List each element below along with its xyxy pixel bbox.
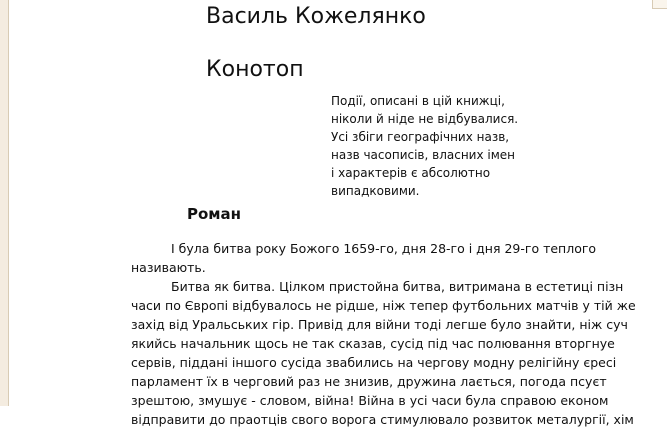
epigraph bbox=[331, 92, 541, 200]
genre-heading: Роман bbox=[187, 205, 242, 223]
paragraph-line bbox=[0, 353, 667, 372]
paragraph-line-text: часи по Європі відбувалось не рідше, ніж тепер футбольних матчів у тій же bbox=[131, 298, 636, 313]
paragraph-line-text: парламент їх в черговий раз не знизив, дружина лається, погода псуєт bbox=[131, 374, 607, 389]
epigraph-line: і характерів є абсолютно bbox=[331, 166, 491, 180]
epigraph-line: випадковими. bbox=[331, 184, 420, 198]
paragraph-line bbox=[0, 410, 667, 429]
paragraph-line-text: Битва як битва. Цілком пристойна битва, витримана в естетиці пізн bbox=[171, 279, 624, 294]
paragraph-line bbox=[0, 277, 667, 296]
epigraph-line: Події, описані в цій книжці, bbox=[331, 94, 505, 108]
epigraph-line: ніколи й ніде не відбувалися. bbox=[331, 112, 519, 126]
paragraph-line bbox=[0, 315, 667, 334]
body-text bbox=[0, 239, 667, 429]
paragraph-line-text: сервів, піддані іншого сусіда звабились на чергову модну релігійну єресі bbox=[131, 355, 617, 370]
paragraph-line bbox=[0, 372, 667, 391]
page-corner-marker bbox=[652, 0, 667, 9]
paragraph-line-text: І була битва року Божого 1659-го, дня 28-го і дня 29-го теплого bbox=[171, 241, 597, 256]
paragraph-line bbox=[0, 296, 667, 315]
epigraph-line: Усі збіги географічних назв, bbox=[331, 130, 510, 144]
paragraph-line-text: називають. bbox=[131, 260, 206, 275]
paragraph-line-text: відправити до праотців свого ворога стимулювало розвиток металургії, хім bbox=[131, 412, 634, 427]
paragraph-line-text: захід від Уральських гір. Привід для війни тоді легше було знайти, ніж суч bbox=[131, 317, 628, 332]
paragraph-line-text: зрештою, змушує - словом, війна! Війна в усі часи була справою економ bbox=[131, 393, 609, 408]
epigraph-line: назв часописів, власних імен bbox=[331, 148, 515, 162]
author-name: Василь Кожелянко bbox=[206, 4, 426, 29]
paragraph-line bbox=[0, 239, 667, 258]
paragraph-line bbox=[0, 258, 667, 277]
paragraph-line bbox=[0, 391, 667, 410]
paragraph-line bbox=[0, 334, 667, 353]
book-title: Конотоп bbox=[206, 57, 304, 82]
paragraph-line-text: якийсь начальник щось не так сказав, сусід під час полювання вторгнуе bbox=[131, 336, 615, 351]
